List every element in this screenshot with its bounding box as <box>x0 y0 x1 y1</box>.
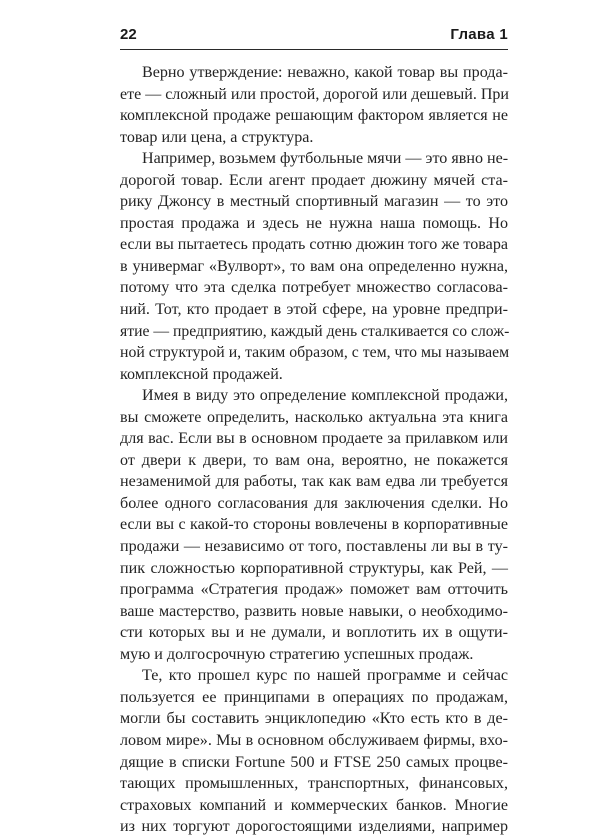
text-line: ной структурой и, таким образом, с тем, что мы называем <box>120 344 510 362</box>
text-line: пользуется ее принципами в операциях по продажам, <box>120 688 508 706</box>
text-line: простая продажа и здесь не нужна наша помощь. Но <box>120 214 508 232</box>
header-divider <box>120 49 508 50</box>
text-line: незаменимой для работы, так как вам едва ли требуется <box>120 473 508 491</box>
text-line: если вы пытаетесь продать сотню дюжин того же товара <box>120 236 509 254</box>
text-line: Те, кто прошел курс по нашей программе и сейчас <box>142 667 508 685</box>
text-line: более одного согласования для заключения сделки. Но <box>120 494 508 512</box>
paragraph <box>120 665 508 837</box>
page-number: 22 <box>120 26 137 43</box>
text-line: ний. Тот, кто продает в этой сфере, на уровне предпри- <box>120 301 508 319</box>
chapter-title: Глава 1 <box>450 26 508 43</box>
text-line: вы сможете определить, насколько актуальна эта книга <box>120 408 508 426</box>
text-line: для вас. Если вы в основном продаете за прилавком или <box>120 430 508 448</box>
text-line: Верно утверждение: неважно, какой товар вы прода- <box>142 64 508 81</box>
text-line: дящие в списки Fortune 500 и FTSE 250 самых процве- <box>120 753 508 771</box>
text-line: сти которых вы и не думали, и воплотить их в ощути- <box>120 624 508 642</box>
text-line: Имея в виду это определение комплексной продажи, <box>142 387 508 405</box>
text-line: рику Джонсу в местный спортивный магазин — то это <box>120 193 508 211</box>
body-text <box>120 62 508 838</box>
text-line: если вы с какой-то стороны вовлечены в корпоративные <box>120 516 508 534</box>
text-line: тающих промышленных, транспортных, финансовых, <box>120 775 508 793</box>
text-line: потому что эта сделка потребует множество согласова- <box>120 279 508 297</box>
text-line: ваше мастерство, развить новые навыки, о необходимо- <box>120 602 508 620</box>
paragraph <box>120 62 508 148</box>
text-line: комплексной продажей. <box>120 365 283 383</box>
text-line: товар или цена, а структура. <box>120 128 314 146</box>
text-line: ете — сложный или простой, дорогой или дешевый. При <box>120 85 509 103</box>
text-line: комплексной продаже решающим фактором является не <box>120 107 508 125</box>
paragraph <box>120 385 508 665</box>
paragraph <box>120 148 508 385</box>
text-line: дорогой товар. Если агент продает дюжину мячей ста- <box>120 171 508 189</box>
running-header <box>120 26 508 48</box>
text-line: Например, возьмем футбольные мячи — это явно не- <box>142 150 509 168</box>
text-line: ятие — предприятию, каждый день сталкивается со слож- <box>120 322 510 340</box>
text-line: из них торгуют дорогостоящими изделиями, например <box>120 818 508 836</box>
text-line: страховых компаний и коммерческих банков. Многие <box>120 796 508 814</box>
text-line: пик сложностью корпоративной структуры, как Рей, — <box>120 559 508 577</box>
text-line: в универмаг «Вулворт», то вам она определенно нужна, <box>120 257 508 275</box>
text-line: продажи — независимо от того, поставлены ли вы в ту- <box>120 538 508 556</box>
text-line: программа «Стратегия продаж» поможет вам отточить <box>120 581 508 599</box>
text-line: могли бы составить энциклопедию «Кто есть кто в де- <box>120 710 508 728</box>
text-line: мую и долгосрочную стратегию успешных продаж. <box>120 645 474 663</box>
text-line: ловом мире». Мы в основном обслуживаем фирмы, вхо- <box>120 731 508 749</box>
text-line: от двери к двери, то вам она, вероятно, не покажется <box>120 451 508 469</box>
